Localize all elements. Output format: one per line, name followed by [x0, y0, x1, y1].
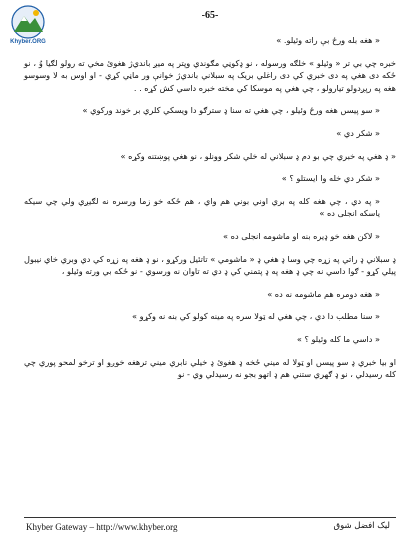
footer-author: ليک افضل شوق: [333, 521, 390, 531]
paragraph: « شکر دي خله وا ايستلو ؟ »: [281, 173, 380, 184]
paragraph: « سو پيسں هغه ورځ وئيلو ، چي هغي ته سنا ډ سترګو دا ويسکي کلري بر خوند ورکوي »: [82, 105, 380, 116]
paragraph: « هغه دومره هم ماشومه نه ده »: [267, 288, 380, 299]
paragraph: « هغه بله ورځ بې راته وئيلو. »: [276, 35, 380, 45]
paragraph: او بيا خبري ډ سو پيسں او ټولا له ميني ځخه ډ هغوئ ډ خيلي نابري ميني ترهغه خوږو او ترخو لمحو پوري چي کله رسيدلي ، نو ډ ګهري ستني هم ډ اتهو بجو نه رسيدلي وي - نو: [24, 356, 396, 380]
paragraph: « سنا مطلب دا دي ، چي هغي له ټولا سره په مينه کولو کي بنه نه وکړو »: [132, 311, 380, 322]
paragraph: « شکر دي »: [336, 127, 380, 138]
paragraph: خبره چي بي تر « وئيلو » خلګه ورسوله ، نو ډکوڼي مګوندي وپتر په میږ بانديﮊ هغوئ مخي ته رولو لګیا وُ ، نو ځکه دی هغي په دی خبري کي دی راغلي بريک په سبلاني بانديﮊ خوانې ور ماڼي کړي - او اوس به لا وسوسو هغه په رپږدولو تيارولو ، چي هغي په موسکا کي مخته خبره داسي کش کړه . .: [24, 57, 396, 93]
document-body: [24, 34, 396, 381]
paragraph: « داسي ما کله وئيلو ؟ »: [296, 333, 380, 344]
paragraph: ډ سبلاني ډ راتي په زړه چي وسا ډ هغي ډ « ماشومي » تاتئیل ورکړو ، نو ډ هغه په زړه کي دي وبري خاي نيبول پيلي کړو - ګوا داسي نه چي ډ هغه په ډ پتمني کي ډ دي ته تاوان نه ورسوي - نو ځکه بي ورته وئيلو ،: [24, 253, 396, 277]
logo-text: Khyber.ORG: [10, 39, 46, 45]
footer-divider: [24, 517, 396, 518]
footer-website: Khyber Gateway – http://www.khyber.org: [26, 522, 178, 532]
paragraph: « ډ هغي په خبري چي بو دم ډ سبلاني له خلي شکر وونلو ، نو هغي پوښتنه وکړه »: [120, 150, 396, 161]
paragraph: « په دي ، چي هغه کله په بري اوني بوني هم واي ، هم ځکه خو زما ورسره نه لګيږي ولي چي سيکه ياسکه انجلی ده »: [24, 195, 380, 219]
paragraph: « لاکن هغه خو ډيره بنه او ماشومه انجلی ده »: [223, 230, 380, 241]
page-number: -65-: [201, 10, 219, 21]
